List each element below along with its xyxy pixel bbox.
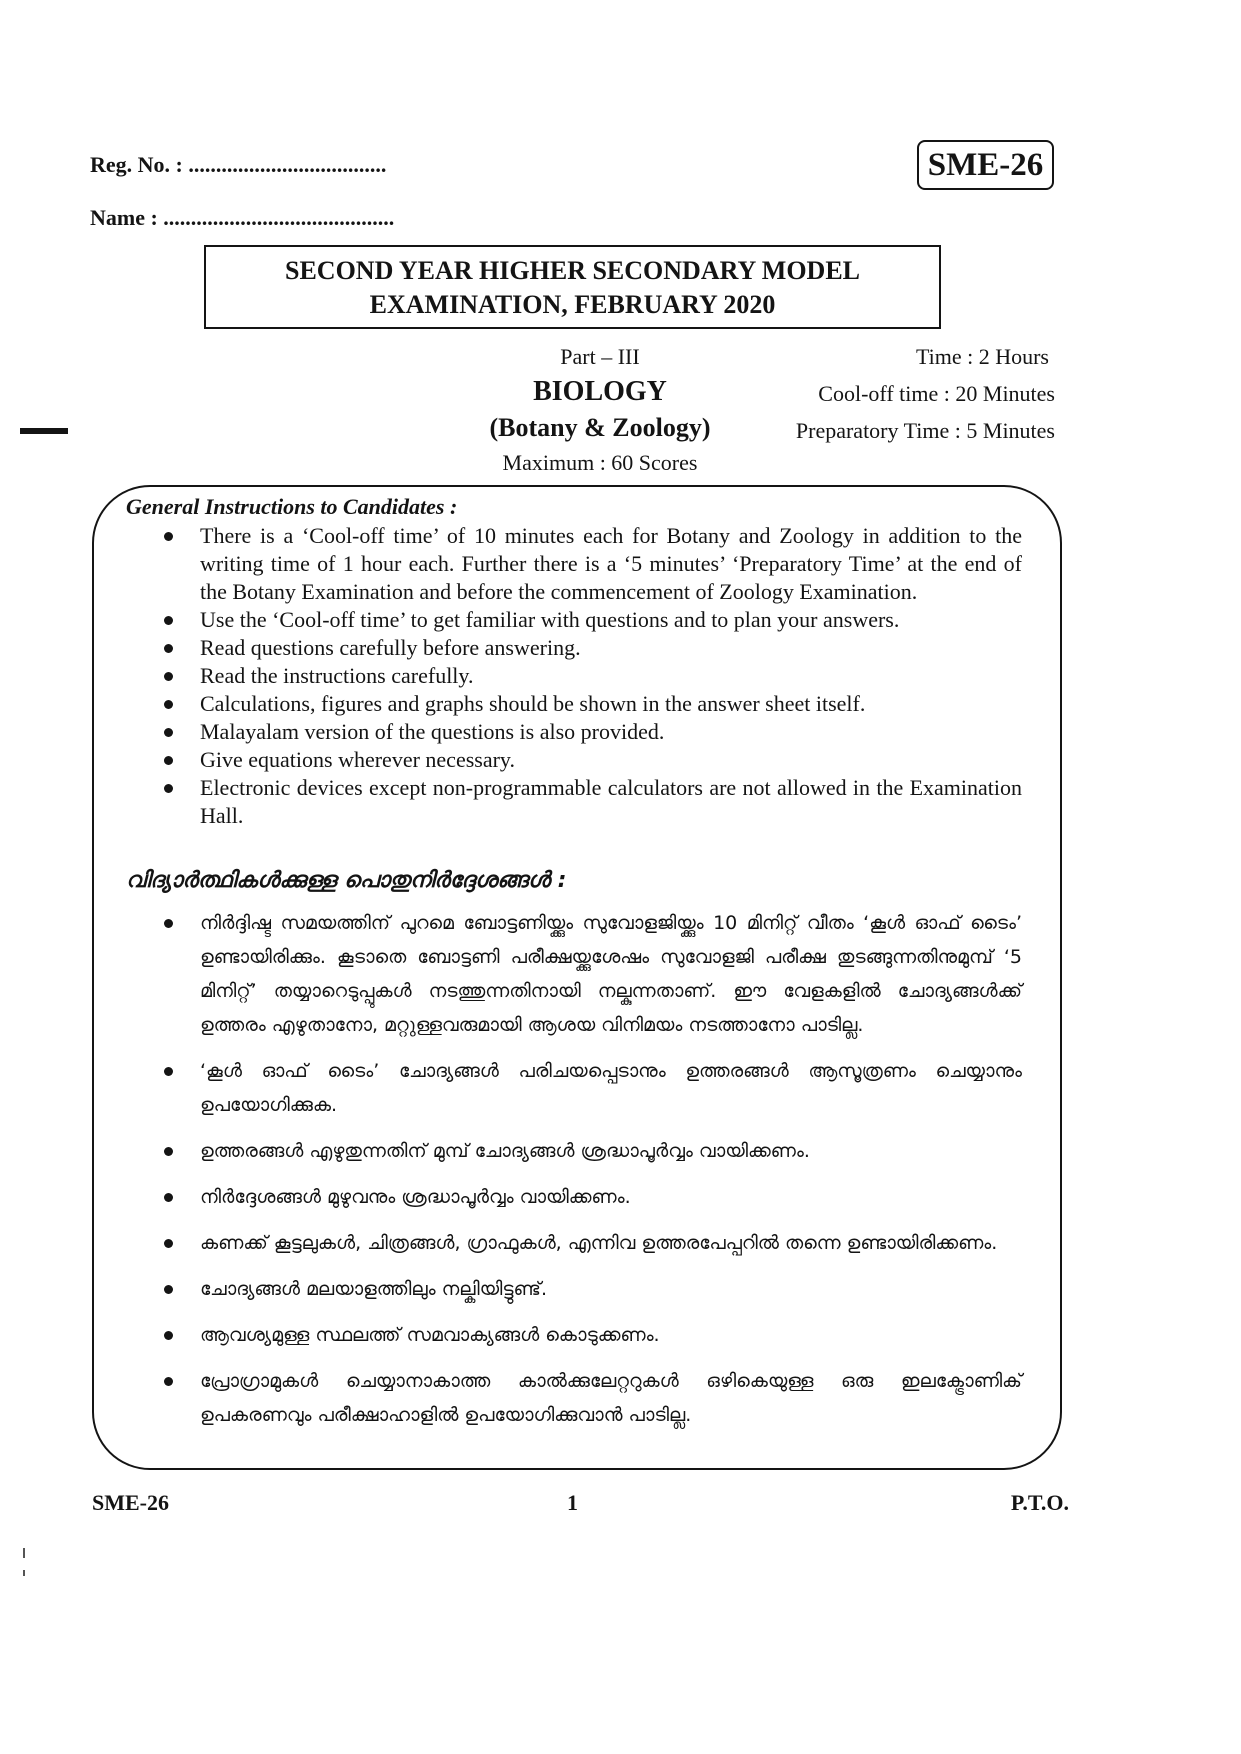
scan-mark: [23, 1548, 25, 1558]
list-item: ആവശ്യമുള്ള സ്ഥലത്ത് സമവാക്യങ്ങൾ കൊടുക്കണം.: [160, 1318, 1022, 1352]
subject-subtitle: (Botany & Zoology): [489, 413, 711, 442]
list-item: Calculations, figures and graphs should be shown in the answer sheet itself.: [160, 690, 1022, 718]
pto-label: P.T.O.: [1010, 1490, 1069, 1515]
exam-title-line-1: SECOND YEAR HIGHER SECONDARY MODEL: [285, 256, 860, 285]
instructions-heading: General Instructions to Candidates :: [126, 494, 458, 519]
instructions-heading-malayalam: വിദ്യാർത്ഥികൾക്കുള്ള പൊതുനിർദ്ദേശങ്ങൾ :: [126, 868, 567, 893]
reg-no-field: Reg. No. : ....................................: [90, 152, 387, 177]
list-item: പ്രോഗ്രാമുകൾ ചെയ്യാനാകാത്ത കാൽക്കുലേറ്ററുകൾ ഒഴികെയുള്ള ഒരു ഇലക്ട്രോണിക് ഉപകരണവും പരീക്ഷാഹാളിൽ ഉപയോഗിക്കുവാൻ പാടില്ല.: [160, 1364, 1022, 1432]
max-score-label: Maximum : 60 Scores: [502, 450, 698, 475]
preparatory-time-label: Preparatory Time : 5 Minutes: [795, 418, 1055, 443]
time-label: Time : 2 Hours: [915, 344, 1049, 369]
list-item: Read questions carefully before answering.: [160, 634, 1022, 662]
list-item: ചോദ്യങ്ങൾ മലയാളത്തിലും നല്കിയിട്ടുണ്ട്.: [160, 1272, 1022, 1306]
list-item: Malayalam version of the questions is also provided.: [160, 718, 1022, 746]
exam-title-box: [204, 245, 941, 329]
list-item: There is a ‘Cool-off time’ of 10 minutes each for Botany and Zoology in addition to the writing time of 1 hour each. Further there is a ‘5 minutes’ ‘Preparatory Time’ at the end of the Botany Examination and before the commencement of Zoology Examination.: [160, 522, 1022, 606]
cool-off-time-label: Cool-off time : 20 Minutes: [818, 381, 1055, 406]
name-field: Name : ..........................................: [90, 205, 395, 230]
list-item: Electronic devices except non-programmable calculators are not allowed in the Examination Hall.: [160, 774, 1022, 830]
footer-paper-code: SME-26: [92, 1490, 169, 1515]
subject-title: BIOLOGY: [533, 376, 667, 407]
list-item: Read the instructions carefully.: [160, 662, 1022, 690]
list-item: കണക്ക് കൂട്ടലുകൾ, ചിത്രങ്ങൾ, ഗ്രാഫുകൾ, എന്നിവ ഉത്തരപേപ്പറിൽ തന്നെ ഉണ്ടായിരിക്കണം.: [160, 1226, 1022, 1260]
exam-title-line-2: EXAMINATION, FEBRUARY 2020: [369, 290, 776, 319]
list-item: Use the ‘Cool-off time’ to get familiar with questions and to plan your answers.: [160, 606, 1022, 634]
list-item: Give equations wherever necessary.: [160, 746, 1022, 774]
list-item: ഉത്തരങ്ങൾ എഴുതുന്നതിന് മുമ്പ് ചോദ്യങ്ങൾ ശ്രദ്ധാപൂർവ്വം വായിക്കണം.: [160, 1134, 1022, 1168]
list-item: ‘കൂൾ ഓഫ് ടൈം’ ചോദ്യങ്ങൾ പരിചയപ്പെടാനും ഉത്തരങ്ങൾ ആസൂത്രണം ചെയ്യാനും ഉപയോഗിക്കുക.: [160, 1054, 1022, 1122]
instructions-list-malayalam: [160, 906, 1022, 1444]
list-item: നിർദ്ദേശങ്ങൾ മുഴുവനും ശ്രദ്ധാപൂർവ്വം വായിക്കണം.: [160, 1180, 1022, 1214]
instructions-list: [160, 522, 1022, 830]
list-item: നിർദ്ദിഷ്ട സമയത്തിന് പുറമെ ബോട്ടണിയ്ക്കും സുവോളജിയ്ക്കും 10 മിനിറ്റ് വീതം ‘കൂൾ ഓഫ് ടൈം’ ഉണ്ടായിരിക്കും. കൂടാതെ ബോട്ടണി പരീക്ഷയ്ക്കുശേഷം സുവോളജി പരീക്ഷ തുടങ്ങുന്നതിനുമുമ്പ് ‘5 മിനിറ്റ്’ തയ്യാറെടുപ്പുകൾ നടത്തുന്നതിനായി നല്കുന്നതാണ്. ഈ വേളകളിൽ ചോദ്യങ്ങൾക്ക് ഉത്തരം എഴുതാനോ, മറ്റുള്ളവരുമായി ആശയ വിനിമയം നടത്താനോ പാടില്ല.: [160, 906, 1022, 1042]
margin-mark: [20, 428, 68, 434]
page-number: 1: [567, 1490, 578, 1515]
part-label: Part – III: [560, 344, 640, 369]
scan-mark: [23, 1570, 25, 1576]
paper-code-badge: SME-26: [917, 140, 1054, 190]
